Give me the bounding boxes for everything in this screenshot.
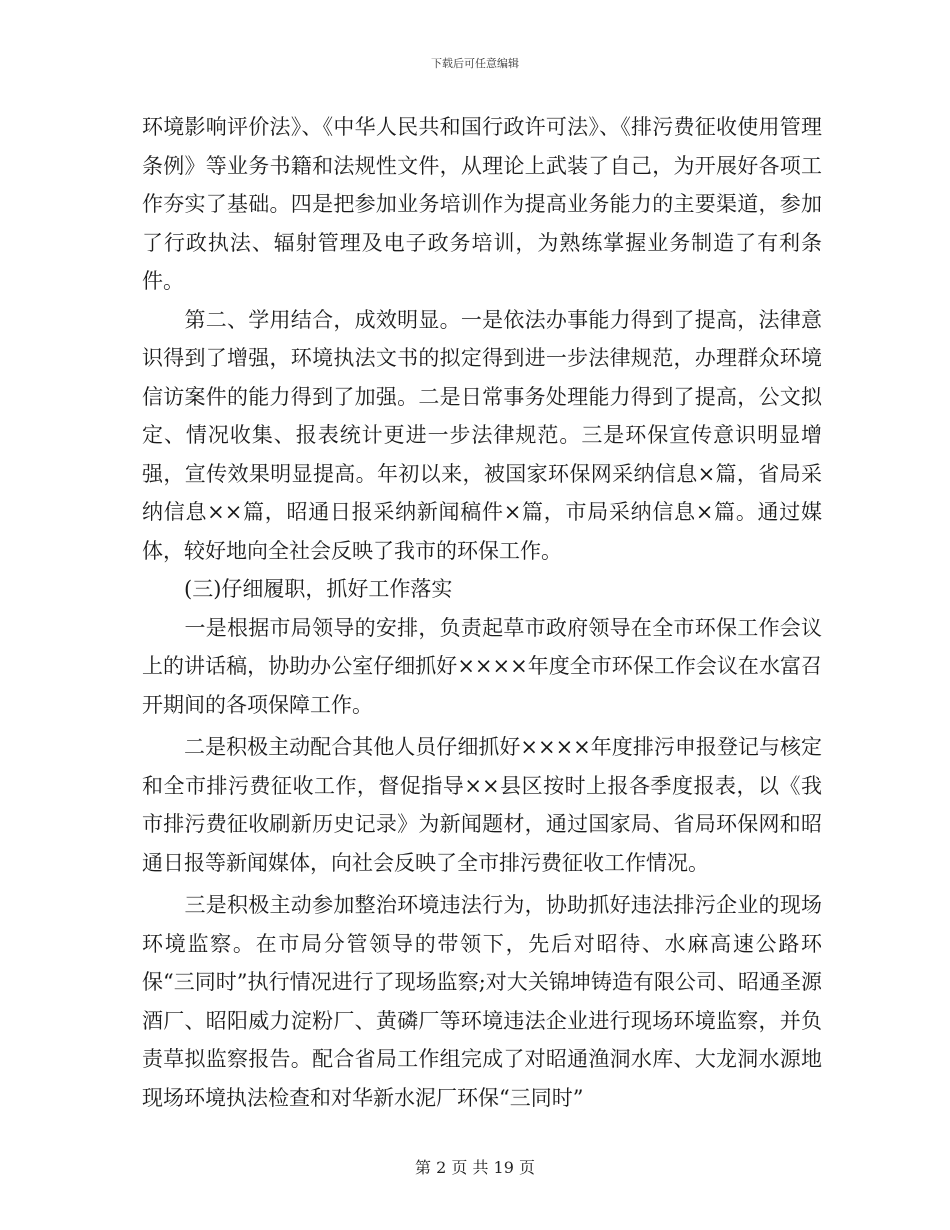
page-header: 下载后可任意编辑 bbox=[431, 57, 519, 70]
document-body bbox=[142, 108, 822, 1117]
page-number: 第 2 页 共 19 页 bbox=[415, 1158, 535, 1177]
paragraph: 二是积极主动配合其他人员仔细抓好××××年度排污申报登记与核定和全市排污费征收工作，督促指导××县区按时上报各季度报表，以《我市排污费征收刷新历史记录》为新闻题材，通过国家局、省局环保网和昭通日报等新闻媒体，向社会反映了全市排污费征收工作情况。 bbox=[142, 735, 822, 875]
paragraph: 第二、学用结合，成效明显。一是依法办事能力得到了提高，法律意识得到了增强，环境执法文书的拟定得到进一步法律规范，办理群众环境信访案件的能力得到了加强。二是日常事务处理能力得到了提高，公文拟定、情况收集、报表统计更进一步法律规范。三是环保宣传意识明显增强，宣传效果明显提高。年初以来，被国家环保网采纳信息×篇，省局采纳信息××篇，昭通日报采纳新闻稿件×篇，市局采纳信息×篇。通过媒体，较好地向全社会反映了我市的环保工作。 bbox=[142, 307, 822, 563]
paragraph: 环境影响评价法》、《中华人民共和国行政许可法》、《排污费征收使用管理条例》等业务书籍和法规性文件，从理论上武装了自己，为开展好各项工作夯实了基础。四是把参加业务培训作为提高业务能力的主要渠道，参加了行政执法、辐射管理及电子政务培训，为熟练掌握业务制造了有利条件。 bbox=[142, 115, 822, 293]
paragraph: 一是根据市局领导的安排，负责起草市政府领导在全市环保工作会议上的讲话稿，协助办公室仔细抓好××××年度全市环保工作会议在水富召开期间的各项保障工作。 bbox=[142, 615, 822, 717]
section-heading: (三)仔细履职，抓好工作落实 bbox=[142, 577, 453, 601]
paragraph: 三是积极主动参加整治环境违法行为，协助抓好违法排污企业的现场环境监察。在市局分管领导的带领下，先后对昭待、水麻高速公路环保“三同时”执行情况进行了现场监察;对大关锦坤铸造有限公司、昭通圣源酒厂、昭阳威力淀粉厂、黄磷厂等环境违法企业进行现场环境监察，并负责草拟监察报告。配合省局工作组完成了对昭通渔洞水库、大龙洞水源地现场环境执法检查和对华新水泥厂环保“三同时” bbox=[142, 893, 822, 1110]
